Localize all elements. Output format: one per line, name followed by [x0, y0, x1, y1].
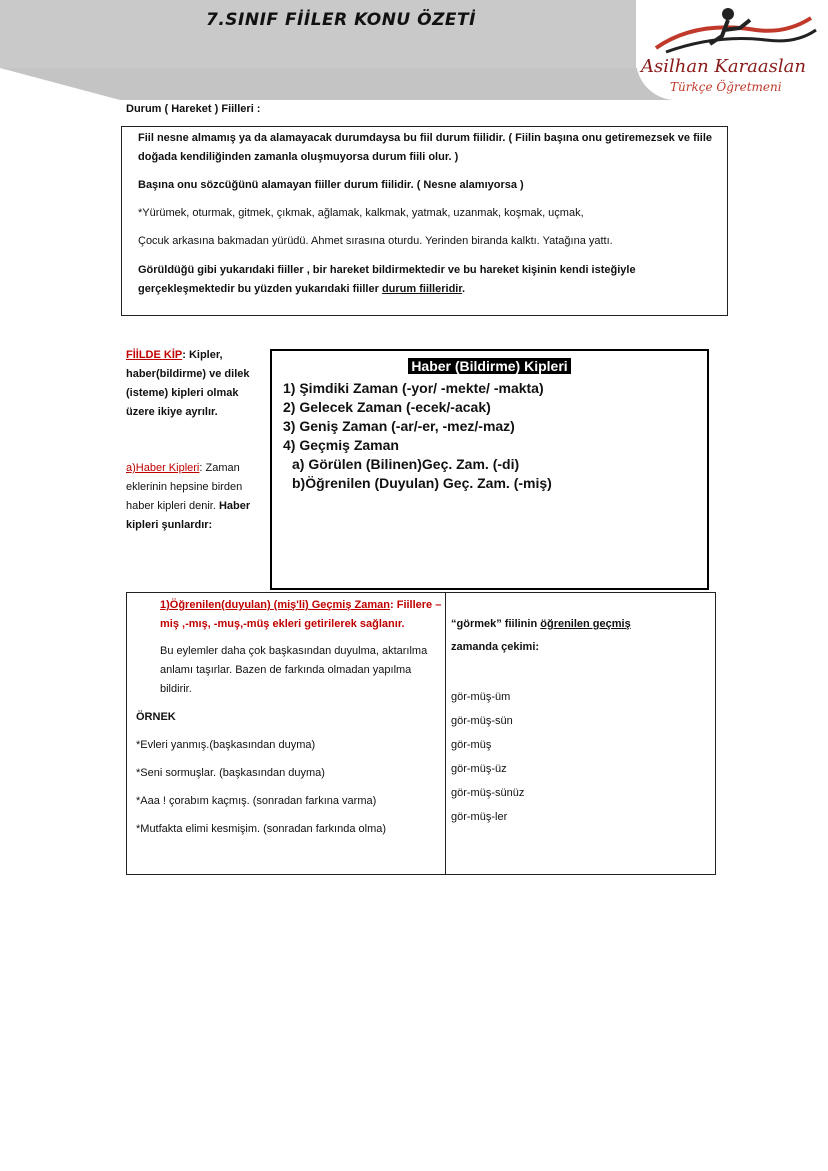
example-item: *Mutfakta elimi kesmişim. (sonradan farkında olma): [136, 823, 387, 835]
misli-heading-rest: : Fiillere – miş ,-mış, -muş,-müş ekleri getirilerek sağlanır.: [160, 599, 442, 630]
example-item: *Aaa ! çorabım kaçmış. (sonradan farkına varma): [136, 795, 377, 807]
kip-item: 2) Gelecek Zaman (-ecek/-acak): [283, 399, 491, 415]
durum-p5-text: Görüldüğü gibi yukarıdaki fiiller , bir hareket bildirmektedir ve bu hareket kişinin kendi isteğiyle gerçekleşmektedir bu yüzden yukarıdaki fiiller: [138, 264, 636, 295]
runner-logo-icon: [636, 0, 828, 60]
conj-heading-a: “görmek” fiilinin: [451, 618, 538, 630]
kip-item: 4) Geçmiş Zaman: [283, 437, 399, 453]
kip-text: : Kipler, haber(bildirme) ve dilek (isteme) kipleri olmak üzere ikiye ayrılır.: [126, 349, 250, 418]
example-item: *Evleri yanmış.(başkasından duyma): [136, 739, 316, 751]
durum-p3: *Yürümek, oturmak, gitmek, çıkmak, ağlamak, kalkmak, yatmak, uzanmak, koşmak, uçmak,: [138, 207, 584, 219]
durum-p5-end: .: [462, 283, 466, 295]
durum-heading: Durum ( Hareket ) Fiilleri :: [126, 103, 261, 115]
kipler-title: Haber (Bildirme) Kipleri: [408, 358, 570, 374]
durum-p4: Çocuk arkasına bakmadan yürüdü. Ahmet sırasına oturdu. Yerinden biranda kalktı. Yatağına yattı.: [138, 235, 613, 247]
haber-bold: Haber kipleri şunlardır:: [126, 500, 251, 531]
conj-item: gör-müş-üz: [451, 763, 507, 775]
kipler-title-wrap: [272, 358, 707, 376]
haber-kipleri-box: [270, 349, 709, 590]
page-title: 7.SINIF FİİLER KONU ÖZETİ: [206, 10, 476, 30]
misli-heading: [160, 596, 442, 634]
durum-p2: Başına onu sözcüğünü alamayan fiiller durum fiilidir. ( Nesne alamıyorsa ): [138, 179, 524, 191]
table-divider: [445, 592, 446, 874]
misli-heading-red: 1)Öğrenilen(duyulan) (miş'li) Geçmiş Zaman: [160, 599, 390, 611]
example-item: *Seni sormuşlar. (başkasından duyma): [136, 767, 325, 779]
misli-desc: Bu eylemler daha çok başkasından duyulma, aktarılma anlamı taşırlar. Bazen de farkında olmadan yapılma bildirir.: [160, 645, 428, 695]
conj-heading: [451, 615, 631, 634]
conj-item: gör-müş-sün: [451, 715, 513, 727]
kip-item: 3) Geniş Zaman (-ar/-er, -mez/-maz): [283, 418, 515, 434]
logo-name: Asilhan Karaaslan: [641, 56, 806, 77]
durum-p1: Fiil nesne almamış ya da alamayacak durumdaysa bu fiil durum fiilidir. ( Fiilin başına onu getiremezsek ve fiile doğada kendiliğinden zamanla oluşmuyorsa durum fiili olur. ): [138, 132, 713, 163]
haber-intro: [126, 459, 266, 535]
durum-p5: [138, 261, 678, 299]
haber-label: a)Haber Kipleri: [126, 462, 200, 474]
kip-item: a) Görülen (Bilinen)Geç. Zam. (-di): [292, 456, 520, 472]
conj-item: gör-müş-üm: [451, 691, 511, 703]
conj-item: gör-müş-sünüz: [451, 787, 525, 799]
durum-p5-underline: durum fiilleridir: [381, 283, 463, 295]
kip-intro: [126, 346, 266, 422]
haber-text: : Zaman eklerinin hepsine birden haber kipleri denir.: [126, 462, 243, 512]
conj-heading-b: öğrenilen geçmiş: [540, 618, 631, 630]
kip-item: b)Öğrenilen (Duyulan) Geç. Zam. (-miş): [292, 475, 552, 491]
durum-box: [121, 126, 728, 316]
conj-heading-c: zamanda çekimi:: [451, 641, 540, 653]
logo-subtitle: Türkçe Öğretmeni: [670, 80, 782, 94]
conj-item: gör-müş-ler: [451, 811, 508, 823]
conj-list: [451, 685, 524, 829]
kip-label: FİİLDE KİP: [126, 349, 183, 361]
kipler-list: [283, 379, 552, 493]
ornek-label: ÖRNEK: [136, 711, 176, 723]
conj-item: gör-müş: [451, 739, 492, 751]
kip-item: 1) Şimdiki Zaman (-yor/ -mekte/ -makta): [283, 380, 544, 396]
